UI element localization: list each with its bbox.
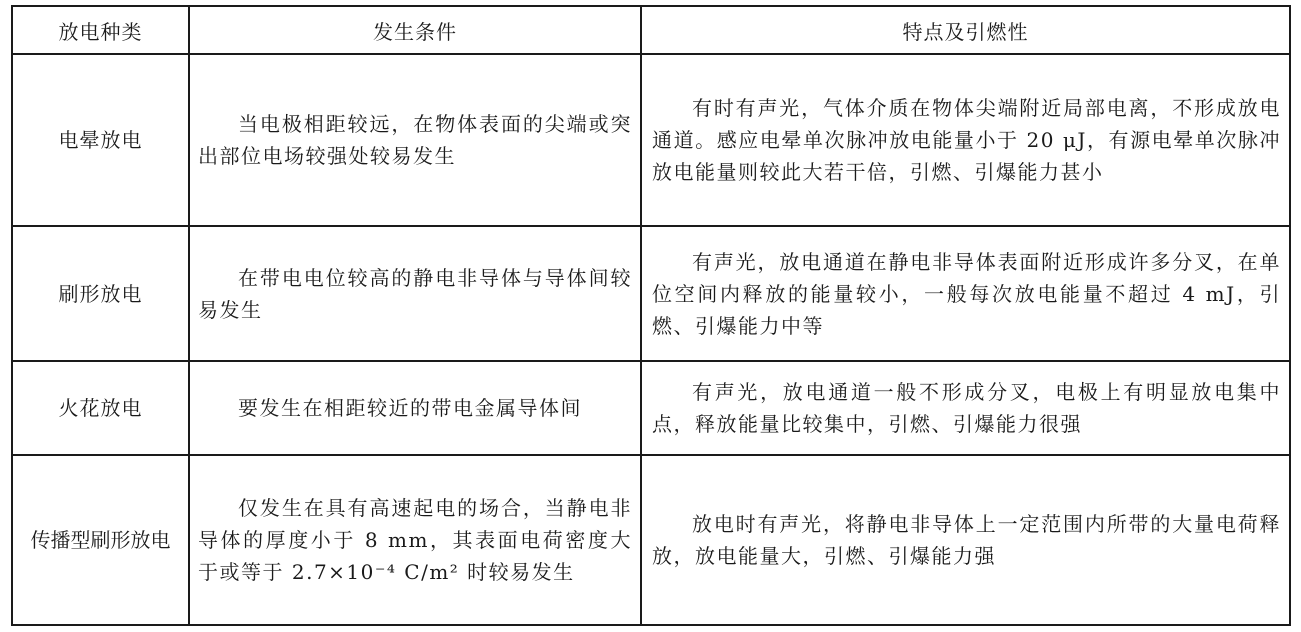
table-row — [12, 54, 1290, 226]
features-text: 有时有声光，气体介质在物体尖端附近局部电离，不形成放电通道。感应电晕单次脉冲放电能量小于 20 μJ，有源电晕单次脉冲放电能量则较此大若干倍，引燃、引爆能力甚小 — [652, 96, 1281, 184]
discharge-type-cell: 电晕放电 — [12, 54, 189, 226]
features-text: 有声光，放电通道在静电非导体表面附近形成许多分叉，在单位空间内释放的能量较小，一般每次放电能量不超过 4 mJ，引燃、引爆能力中等 — [652, 249, 1281, 338]
table-header-row — [12, 6, 1290, 54]
features-cell — [641, 361, 1290, 455]
header-features: 特点及引燃性 — [641, 6, 1290, 54]
table-row — [12, 361, 1290, 455]
condition-cell — [189, 361, 641, 455]
condition-cell — [189, 226, 641, 361]
condition-text: 仅发生在具有高速起电的场合，当静电非导体的厚度小于 8 mm，其表面电荷密度大于或等于 2.7×10⁻⁴ C/m² 时较易发生 — [198, 496, 632, 584]
header-discharge-type: 放电种类 — [12, 6, 189, 54]
discharge-type-cell: 刷形放电 — [12, 226, 189, 361]
header-condition: 发生条件 — [189, 6, 641, 54]
condition-text: 在带电电位较高的静电非导体与导体间较易发生 — [198, 265, 632, 322]
condition-cell — [189, 54, 641, 226]
features-text: 放电时有声光，将静电非导体上一定范围内所带的大量电荷释放，放电能量大，引燃、引爆能力强 — [652, 512, 1281, 568]
discharge-type-cell: 火花放电 — [12, 361, 189, 455]
features-cell — [641, 226, 1290, 361]
table-row — [12, 455, 1290, 625]
condition-text: 当电极相距较远，在物体表面的尖端或突出部位电场较强处较易发生 — [198, 112, 632, 168]
condition-text: 要发生在相距较近的带电金属导体间 — [238, 396, 582, 420]
discharge-types-table — [11, 5, 1291, 626]
features-text: 有声光，放电通道一般不形成分叉，电极上有明显放电集中点，释放能量比较集中，引燃、引爆能力很强 — [652, 380, 1281, 436]
discharge-type-cell: 传播型刷形放电 — [12, 455, 189, 625]
table-row — [12, 226, 1290, 361]
features-cell — [641, 455, 1290, 625]
condition-cell — [189, 455, 641, 625]
features-cell — [641, 54, 1290, 226]
discharge-table-container — [11, 5, 1291, 626]
